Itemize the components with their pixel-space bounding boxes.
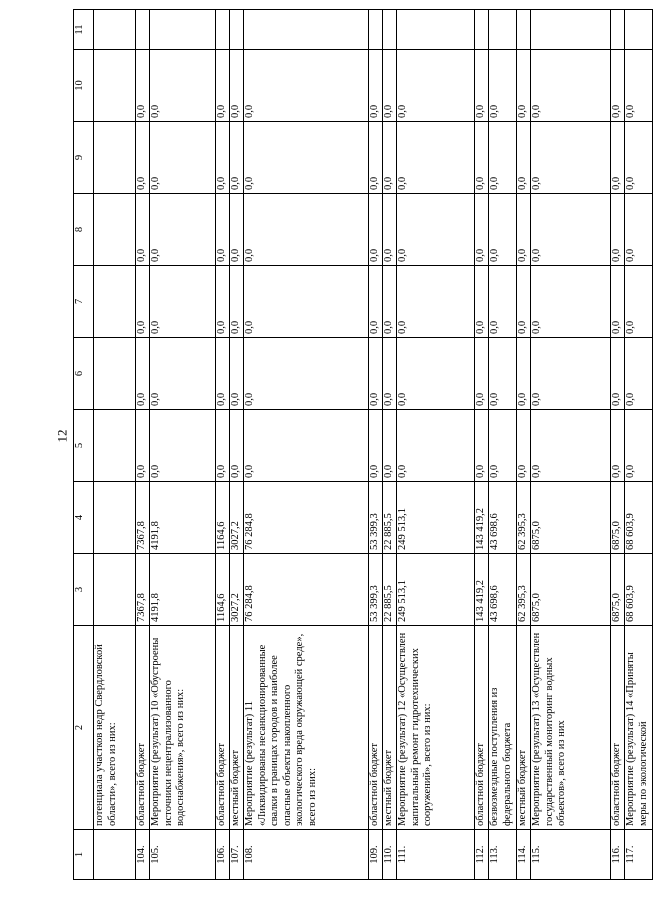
table-row xyxy=(383,10,397,880)
row-name-cell: областной бюджет xyxy=(369,626,383,830)
value-cell: 0,0 xyxy=(369,266,383,338)
value-cell: 0,0 xyxy=(489,194,517,266)
value-cell: 0,0 xyxy=(397,194,475,266)
row-number-cell: 117. xyxy=(625,830,653,880)
table-row xyxy=(517,10,531,880)
table-row xyxy=(611,10,625,880)
row-name-cell: областной бюджет xyxy=(136,626,150,830)
table-row xyxy=(94,10,136,880)
value-cell: 0,0 xyxy=(216,122,230,194)
value-cell: 0,0 xyxy=(244,194,369,266)
value-cell xyxy=(94,554,136,626)
row-number-cell: 115. xyxy=(531,830,611,880)
value-cell: 0,0 xyxy=(625,410,653,482)
value-cell: 76 284,8 xyxy=(244,554,369,626)
row-name-cell: потенциала участков недр Свердловской области», всего из них: xyxy=(94,626,136,830)
value-cell: 4191,8 xyxy=(150,554,216,626)
row-name-cell: областной бюджет xyxy=(475,626,489,830)
table-row xyxy=(625,10,653,880)
value-cell: 1164,6 xyxy=(216,554,230,626)
value-cell: 0,0 xyxy=(489,338,517,410)
value-cell: 143 419,2 xyxy=(475,554,489,626)
value-cell xyxy=(136,10,150,50)
value-cell: 0,0 xyxy=(369,338,383,410)
value-cell: 0,0 xyxy=(517,266,531,338)
value-cell: 0,0 xyxy=(475,194,489,266)
value-cell: 4191,8 xyxy=(150,482,216,554)
table-body xyxy=(94,10,653,880)
table-row xyxy=(475,10,489,880)
row-number-cell: 108. xyxy=(244,830,369,880)
table-row xyxy=(369,10,383,880)
value-cell: 6875,0 xyxy=(531,482,611,554)
row-name-cell: местный бюджет xyxy=(517,626,531,830)
value-cell: 0,0 xyxy=(397,50,475,122)
value-cell: 0,0 xyxy=(230,266,244,338)
value-cell xyxy=(94,338,136,410)
value-cell: 0,0 xyxy=(625,194,653,266)
row-number-cell: 109. xyxy=(369,830,383,880)
row-number-cell: 114. xyxy=(517,830,531,880)
column-header: 4 xyxy=(74,482,94,554)
table-row xyxy=(531,10,611,880)
value-cell: 0,0 xyxy=(611,50,625,122)
value-cell: 249 513,1 xyxy=(397,554,475,626)
value-cell: 0,0 xyxy=(150,194,216,266)
value-cell xyxy=(216,10,230,50)
value-cell: 249 513,1 xyxy=(397,482,475,554)
value-cell: 0,0 xyxy=(136,122,150,194)
value-cell: 0,0 xyxy=(383,266,397,338)
row-name-cell: областной бюджет xyxy=(611,626,625,830)
value-cell: 0,0 xyxy=(531,410,611,482)
value-cell: 0,0 xyxy=(397,338,475,410)
value-cell: 0,0 xyxy=(136,266,150,338)
value-cell: 0,0 xyxy=(216,266,230,338)
table-row xyxy=(230,10,244,880)
value-cell xyxy=(244,10,369,50)
row-number-cell: 111. xyxy=(397,830,475,880)
row-number-cell: 112. xyxy=(475,830,489,880)
value-cell xyxy=(517,10,531,50)
value-cell: 0,0 xyxy=(136,410,150,482)
value-cell xyxy=(94,194,136,266)
row-name-cell: областной бюджет xyxy=(216,626,230,830)
value-cell xyxy=(475,10,489,50)
value-cell: 0,0 xyxy=(230,194,244,266)
value-cell: 0,0 xyxy=(216,410,230,482)
value-cell xyxy=(383,10,397,50)
value-cell: 0,0 xyxy=(475,122,489,194)
value-cell xyxy=(94,266,136,338)
value-cell: 0,0 xyxy=(150,122,216,194)
value-cell: 6875,0 xyxy=(611,554,625,626)
value-cell: 0,0 xyxy=(517,194,531,266)
table-row xyxy=(489,10,517,880)
value-cell: 0,0 xyxy=(230,50,244,122)
value-cell: 0,0 xyxy=(136,338,150,410)
value-cell: 0,0 xyxy=(611,122,625,194)
value-cell: 0,0 xyxy=(489,410,517,482)
value-cell: 0,0 xyxy=(517,410,531,482)
value-cell: 0,0 xyxy=(625,122,653,194)
column-header: 10 xyxy=(74,50,94,122)
column-header: 11 xyxy=(74,10,94,50)
value-cell xyxy=(369,10,383,50)
row-name-cell: безвозмездные поступления из федерального бюджета xyxy=(489,626,517,830)
value-cell: 76 284,8 xyxy=(244,482,369,554)
value-cell: 0,0 xyxy=(369,410,383,482)
row-number-cell: 110. xyxy=(383,830,397,880)
row-name-cell: Мероприятие (результат) 14 «Приняты меры по экологической xyxy=(625,626,653,830)
row-number-cell: 105. xyxy=(150,830,216,880)
row-name-cell: Мероприятие (результат) 13 «Осуществлен государственный мониторинг водных объектов», всего из них xyxy=(531,626,611,830)
value-cell: 0,0 xyxy=(230,410,244,482)
table-row xyxy=(136,10,150,880)
value-cell: 68 603,9 xyxy=(625,482,653,554)
value-cell: 0,0 xyxy=(216,194,230,266)
value-cell: 0,0 xyxy=(383,50,397,122)
value-cell xyxy=(397,10,475,50)
value-cell: 0,0 xyxy=(611,338,625,410)
value-cell: 0,0 xyxy=(531,266,611,338)
column-header: 6 xyxy=(74,338,94,410)
table-row xyxy=(397,10,475,880)
value-cell xyxy=(150,10,216,50)
value-cell: 0,0 xyxy=(230,122,244,194)
value-cell: 0,0 xyxy=(150,410,216,482)
column-header: 9 xyxy=(74,122,94,194)
value-cell: 0,0 xyxy=(531,122,611,194)
value-cell: 68 603,9 xyxy=(625,554,653,626)
column-header: 2 xyxy=(74,626,94,830)
value-cell: 22 885,5 xyxy=(383,482,397,554)
value-cell: 0,0 xyxy=(489,266,517,338)
value-cell: 0,0 xyxy=(397,122,475,194)
value-cell: 0,0 xyxy=(244,410,369,482)
value-cell: 0,0 xyxy=(397,266,475,338)
value-cell: 3027,2 xyxy=(230,482,244,554)
value-cell: 62 395,3 xyxy=(517,482,531,554)
row-number-cell: 116. xyxy=(611,830,625,880)
value-cell: 0,0 xyxy=(489,122,517,194)
value-cell: 0,0 xyxy=(150,338,216,410)
value-cell xyxy=(94,410,136,482)
value-cell: 0,0 xyxy=(383,410,397,482)
row-name-cell: Мероприятие (результат) 12 «Осуществлен капитальный ремонт гидротехнических сооружений», всего из них: xyxy=(397,626,475,830)
value-cell: 0,0 xyxy=(150,50,216,122)
value-cell: 0,0 xyxy=(625,50,653,122)
table-header-row xyxy=(74,10,94,880)
value-cell: 0,0 xyxy=(383,194,397,266)
column-header: 8 xyxy=(74,194,94,266)
value-cell: 143 419,2 xyxy=(475,482,489,554)
value-cell xyxy=(611,10,625,50)
column-header: 1 xyxy=(74,830,94,880)
value-cell: 43 698,6 xyxy=(489,482,517,554)
value-cell: 0,0 xyxy=(475,338,489,410)
value-cell xyxy=(94,50,136,122)
value-cell xyxy=(94,482,136,554)
value-cell: 6875,0 xyxy=(611,482,625,554)
row-number-cell: 106. xyxy=(216,830,230,880)
row-number-cell: 107. xyxy=(230,830,244,880)
value-cell: 0,0 xyxy=(369,122,383,194)
value-cell xyxy=(94,10,136,50)
value-cell: 62 395,3 xyxy=(517,554,531,626)
value-cell xyxy=(625,10,653,50)
table-row xyxy=(150,10,216,880)
row-number-cell: 113. xyxy=(489,830,517,880)
value-cell xyxy=(230,10,244,50)
page-number: 12 xyxy=(54,429,70,443)
value-cell: 7367,8 xyxy=(136,482,150,554)
value-cell: 7367,8 xyxy=(136,554,150,626)
value-cell: 3027,2 xyxy=(230,554,244,626)
value-cell: 0,0 xyxy=(369,194,383,266)
value-cell: 0,0 xyxy=(517,50,531,122)
value-cell xyxy=(531,10,611,50)
value-cell: 0,0 xyxy=(216,50,230,122)
value-cell xyxy=(489,10,517,50)
value-cell: 0,0 xyxy=(230,338,244,410)
column-header: 7 xyxy=(74,266,94,338)
value-cell: 0,0 xyxy=(611,410,625,482)
row-name-cell: Мероприятие (результат) 10 «Обустроены источники нецентрализованного водоснабжения», всего из них: xyxy=(150,626,216,830)
value-cell: 43 698,6 xyxy=(489,554,517,626)
value-cell: 0,0 xyxy=(150,266,216,338)
row-name-cell: местный бюджет xyxy=(230,626,244,830)
value-cell: 1164,6 xyxy=(216,482,230,554)
value-cell: 0,0 xyxy=(369,50,383,122)
value-cell: 0,0 xyxy=(517,122,531,194)
value-cell: 22 885,5 xyxy=(383,554,397,626)
value-cell: 0,0 xyxy=(531,50,611,122)
value-cell: 0,0 xyxy=(489,50,517,122)
value-cell: 6875,0 xyxy=(531,554,611,626)
value-cell: 0,0 xyxy=(397,410,475,482)
row-name-cell: местный бюджет xyxy=(383,626,397,830)
value-cell: 0,0 xyxy=(531,194,611,266)
value-cell: 0,0 xyxy=(244,122,369,194)
value-cell: 0,0 xyxy=(517,338,531,410)
value-cell: 0,0 xyxy=(531,338,611,410)
value-cell: 0,0 xyxy=(625,266,653,338)
budget-table xyxy=(73,9,653,880)
value-cell: 0,0 xyxy=(136,194,150,266)
value-cell xyxy=(94,122,136,194)
table-row xyxy=(244,10,369,880)
row-name-cell: Мероприятие (результат) 11 «Ликвидированы несанкционированные свалки в границах городов и наиболее опасные объекты накопленного экологического вреда окружающей среде», всего из них: xyxy=(244,626,369,830)
value-cell: 0,0 xyxy=(244,266,369,338)
value-cell: 0,0 xyxy=(475,266,489,338)
value-cell: 53 399,3 xyxy=(369,482,383,554)
value-cell: 0,0 xyxy=(625,338,653,410)
value-cell: 0,0 xyxy=(216,338,230,410)
value-cell: 0,0 xyxy=(383,122,397,194)
value-cell: 0,0 xyxy=(244,50,369,122)
column-header: 5 xyxy=(74,410,94,482)
rotated-table-wrapper xyxy=(73,24,649,880)
row-number-cell: 104. xyxy=(136,830,150,880)
value-cell: 0,0 xyxy=(383,338,397,410)
value-cell: 0,0 xyxy=(244,338,369,410)
value-cell: 53 399,3 xyxy=(369,554,383,626)
value-cell: 0,0 xyxy=(611,194,625,266)
column-header: 3 xyxy=(74,554,94,626)
row-number-cell xyxy=(94,830,136,880)
table-row xyxy=(216,10,230,880)
value-cell: 0,0 xyxy=(136,50,150,122)
value-cell: 0,0 xyxy=(611,266,625,338)
value-cell: 0,0 xyxy=(475,50,489,122)
value-cell: 0,0 xyxy=(475,410,489,482)
